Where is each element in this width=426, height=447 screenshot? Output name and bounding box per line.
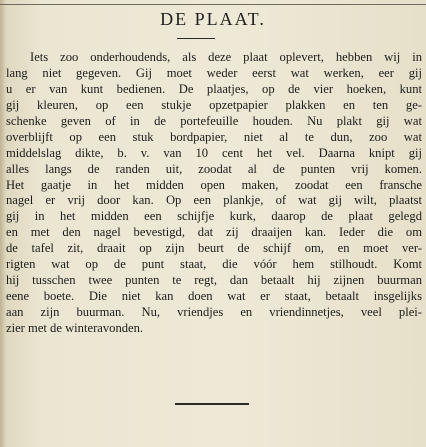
text-line: eene boete. Die niet kan doen wat er staat, betaalt insgelijks: [6, 289, 422, 304]
text-line: u er van kunt bedienen. De plaatjes, op de vier hoeken, kunt: [6, 81, 422, 96]
end-rule: [175, 403, 249, 405]
text-line: gij kleuren, op een stukje opzetpapier plakken en ten ge-: [6, 97, 422, 112]
text-line: hij tusschen twee punten te regt, dan betaalt hij zijnen buurman: [6, 273, 422, 288]
text-line: nagel er vrij door kan. Op een plankje, of wat gij wilt, plaatst: [6, 193, 422, 208]
text-line: zier met de winteravonden.: [6, 320, 144, 335]
header-rule: [0, 4, 426, 5]
text-line: overblijft op een stuk bordpapier, niet al te dun, zoo wat: [6, 129, 422, 144]
text-line: lang niet gegeven. Gij moet weder eerst wat werken, eer gij: [6, 65, 422, 80]
title-underline: [177, 38, 215, 39]
text-line: alles langs de randen uit, zoodat al de punten vrij komen.: [6, 161, 422, 176]
article-body: [6, 50, 422, 337]
text-line: aan zijn buurman. Nu, vriendjes en vriendinnetjes, veel plei-: [6, 305, 422, 319]
text-line: de tafel zit, draait op zijn beurt de schijf om, en moet ver-: [6, 241, 422, 256]
text-line: schenke geven of in de portefeuille houden. Nu plakt gij wat: [6, 113, 422, 128]
text-line: middelslag dikte, b. v. van 10 cent het vel. Daarna knipt gij: [6, 145, 422, 160]
text-line: Het gaatje in het midden open maken, zoodat een fransche: [6, 177, 422, 192]
article-title: DE PLAAT.: [160, 9, 266, 29]
text-line: gij in het midden een schijfje kurk, daarop de plaat gelegd: [6, 209, 422, 224]
text-line: en met den nagel bevestigd, dat zij draaijen kan. Ieder die om: [6, 225, 422, 240]
text-line: rigten wat op de punt staat, die vóór hem stilhoudt. Komt: [6, 257, 422, 272]
text-line: Iets zoo onderhoudends, als deze plaat oplevert, hebben wij in: [30, 50, 422, 64]
